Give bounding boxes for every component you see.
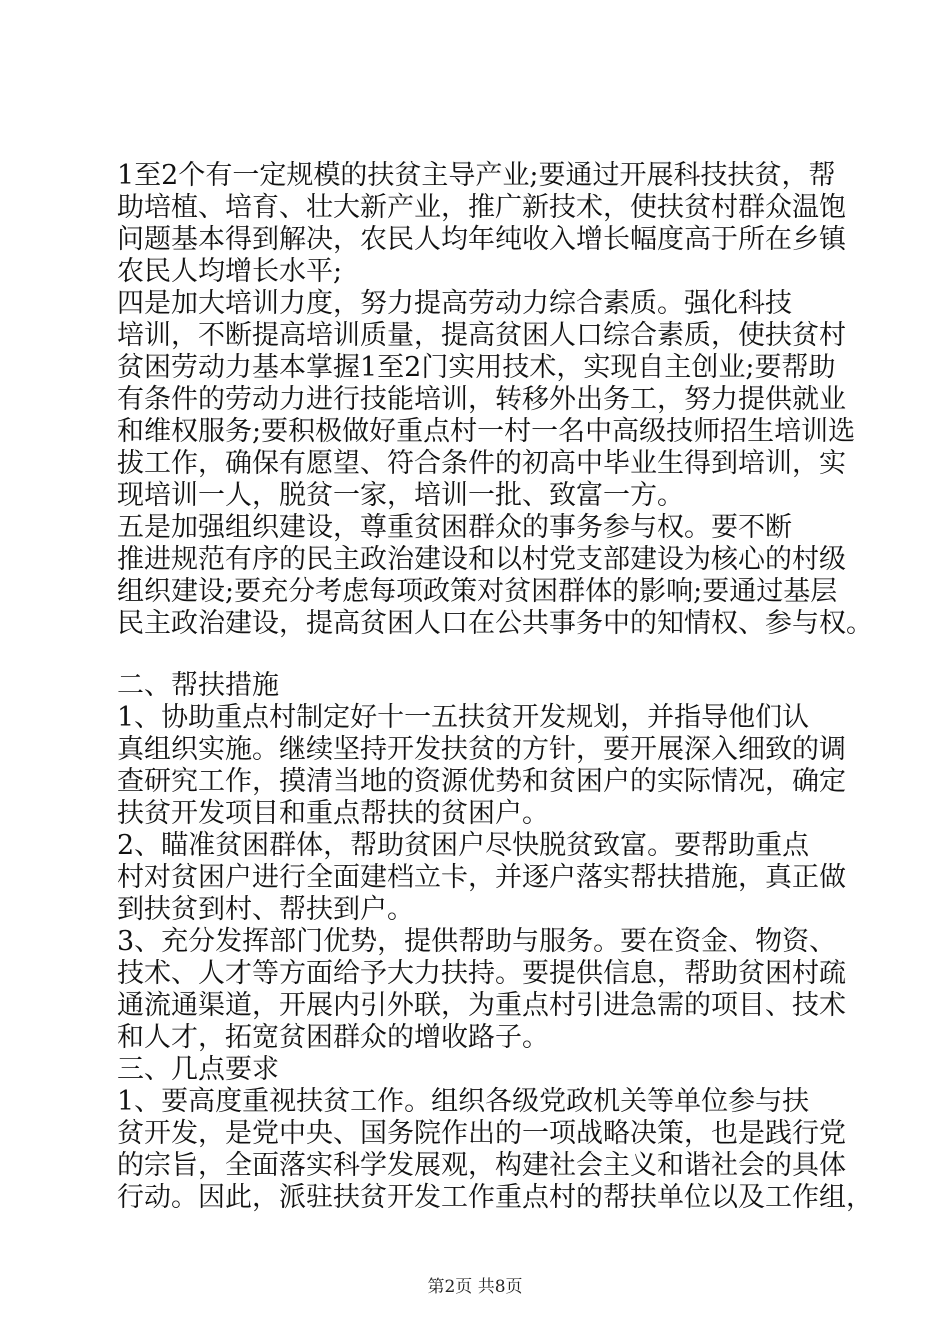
text-line: 组织建设;要充分考虑每项政策对贫困群体的影响;要通过基层 [117,576,838,607]
text-line: 助培植、培育、壮大新产业，推广新技术，使扶贫村群众温饱 [117,192,846,223]
text-line: 贫困劳动力基本掌握1至2门实用技术，实现自主创业;要帮助 [117,352,836,383]
text-line: 村对贫困户进行全面建档立卡，并逐户落实帮扶措施，真正做 [117,862,846,893]
text-line: 五是加强组织建设，尊重贫困群众的事务参与权。要不断 [117,512,792,543]
text-line: 和人才，拓宽贫困群众的增收路子。 [117,1022,549,1053]
text-line: 现培训一人，脱贫一家，培训一批、致富一方。 [117,480,684,511]
text-line: 贫开发，是党中央、国务院作出的一项战略决策，也是践行党 [117,1118,846,1149]
text-line: 有条件的劳动力进行技能培训，转移外出务工，努力提供就业 [117,384,846,415]
text-line: 拔工作，确保有愿望、符合条件的初高中毕业生得到培训，实 [117,448,846,479]
text-line: 问题基本得到解决，农民人均年纯收入增长幅度高于所在乡镇 [117,224,846,255]
text-line: 3、充分发挥部门优势，提供帮助与服务。要在资金、物资、 [117,926,837,957]
text-line: 1、要高度重视扶贫工作。组织各级党政机关等单位参与扶 [117,1086,810,1117]
text-line: 行动。因此，派驻扶贫开发工作重点村的帮扶单位以及工作组， [117,1182,873,1213]
text-line: 扶贫开发项目和重点帮扶的贫困户。 [117,798,549,829]
text-line: 查研究工作，摸清当地的资源优势和贫困户的实际情况，确定 [117,766,846,797]
text-line: 2、瞄准贫困群体，帮助贫困户尽快脱贫致富。要帮助重点 [117,830,810,861]
section-heading: 三、几点要求 [117,1054,279,1085]
text-line: 真组织实施。继续坚持开发扶贫的方针，要开展深入细致的调 [117,734,846,765]
text-line: 四是加大培训力度，努力提高劳动力综合素质。强化科技 [117,288,792,319]
section-heading: 二、帮扶措施 [117,670,279,701]
text-line: 推进规范有序的民主政治建设和以村党支部建设为核心的村级 [117,544,846,575]
text-line: 的宗旨，全面落实科学发展观，构建社会主义和谐社会的具体 [117,1150,846,1181]
text-line: 通流通渠道，开展内引外联，为重点村引进急需的项目、技术 [117,990,846,1021]
text-line: 1、协助重点村制定好十一五扶贫开发规划，并指导他们认 [117,702,810,733]
text-line: 民主政治建设，提高贫困人口在公共事务中的知情权、参与权。 [117,608,873,639]
text-line: 到扶贫到村、帮扶到户。 [117,894,414,925]
text-line: 1至2个有一定规模的扶贫主导产业;要通过开展科技扶贫，帮 [117,160,836,191]
text-line: 和维权服务;要积极做好重点村一村一名中高级技师招生培训选 [117,416,856,447]
text-line: 技术、人才等方面给予大力扶持。要提供信息，帮助贫困村疏 [117,958,846,989]
text-line: 农民人均增长水平; [117,256,343,287]
page-footer: 第2页 共8页 [427,1277,523,1297]
text-line: 培训，不断提高培训质量，提高贫困人口综合素质，使扶贫村 [117,320,846,351]
